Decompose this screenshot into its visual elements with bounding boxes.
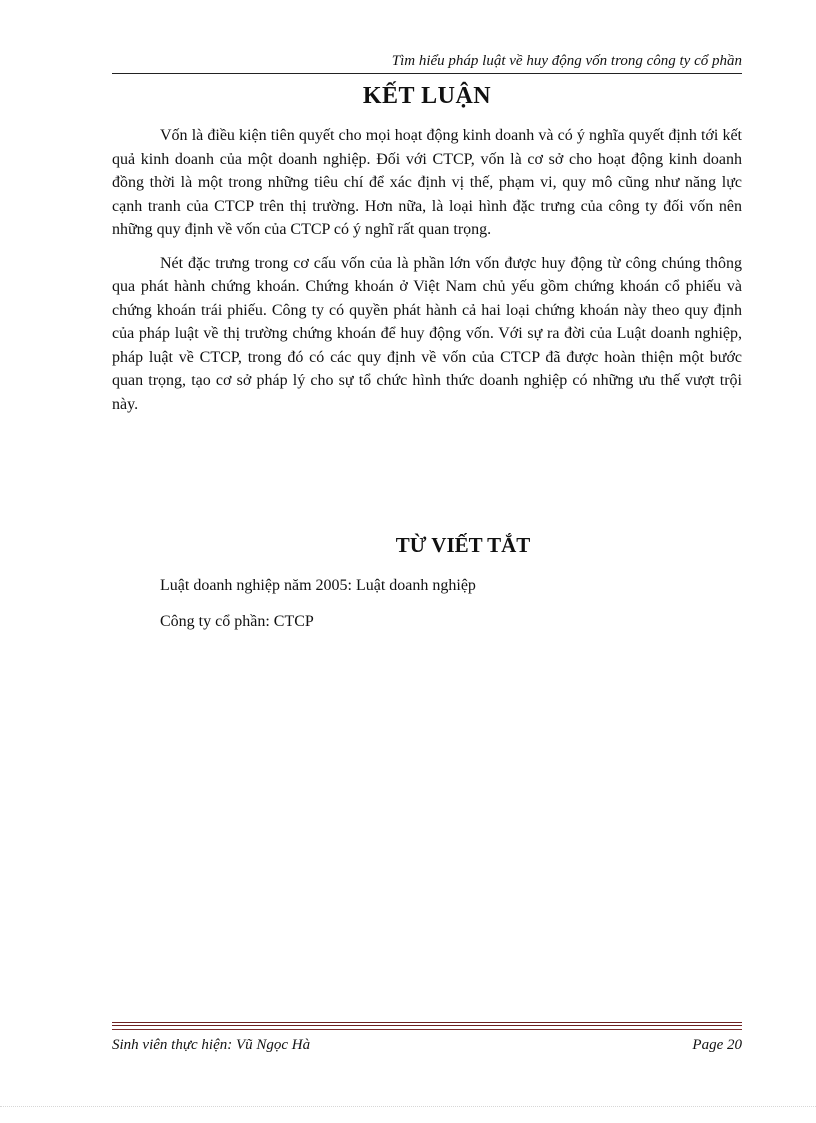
header-divider [112, 73, 742, 74]
footer-divider-thin [112, 1029, 742, 1030]
footer-page-number: Page 20 [692, 1037, 742, 1053]
conclusion-paragraph-1: Vốn là điều kiện tiên quyết cho mọi hoạt động kinh doanh và có ý nghĩa quyết định tới kết quả kinh doanh của một doanh nghiệp. Đối với CTCP, vốn là cơ sở cho hoạt động kinh doanh đồng thời là một trong những tiêu chí để xác định vị thế, phạm vi, quy mô cũng như năng lực cạnh tranh của CTCP trên thị trường. Hơn nữa, là loại hình đặc trưng của công ty đối vốn nên những quy định về vốn của CTCP có ý nghĩ rất quan trọng. [112, 127, 742, 238]
page-bottom-border [0, 1106, 816, 1107]
abbreviation-item-2: Công ty cổ phần: CTCP [160, 613, 314, 630]
conclusion-body [112, 124, 742, 426]
conclusion-heading: KẾT LUẬN [362, 83, 492, 109]
conclusion-paragraph-2: Nét đặc trưng trong cơ cấu vốn của là phần lớn vốn được huy động từ công chúng thông qua phát hành chứng khoán. Chứng khoán ở Việt Nam chủ yếu gồm chứng khoán cổ phiếu và chứng khoán trái phiếu. Công ty có quyền phát hành cả hai loại chứng khoán này theo quy định của pháp luật về thị trường chứng khoán để huy động vốn. Với sự ra đời của Luật doanh nghiệp, pháp luật về CTCP, trong đó có các quy định về vốn của CTCP đã được hoàn thiện một bước quan trọng, tạo cơ sở pháp lý cho sự tổ chức hình thức doanh nghiệp có những ưu thế vượt trội này. [112, 254, 742, 413]
footer-divider-double [112, 1022, 742, 1026]
running-header: Tìm hiểu pháp luật về huy động vốn trong công ty cổ phần [391, 53, 742, 69]
abbreviation-item-1: Luật doanh nghiệp năm 2005: Luật doanh nghiệp [160, 577, 476, 594]
footer-author: Sinh viên thực hiện: Vũ Ngọc Hà [112, 1037, 311, 1053]
abbreviations-heading: TỪ VIẾT TẮT [395, 533, 531, 557]
